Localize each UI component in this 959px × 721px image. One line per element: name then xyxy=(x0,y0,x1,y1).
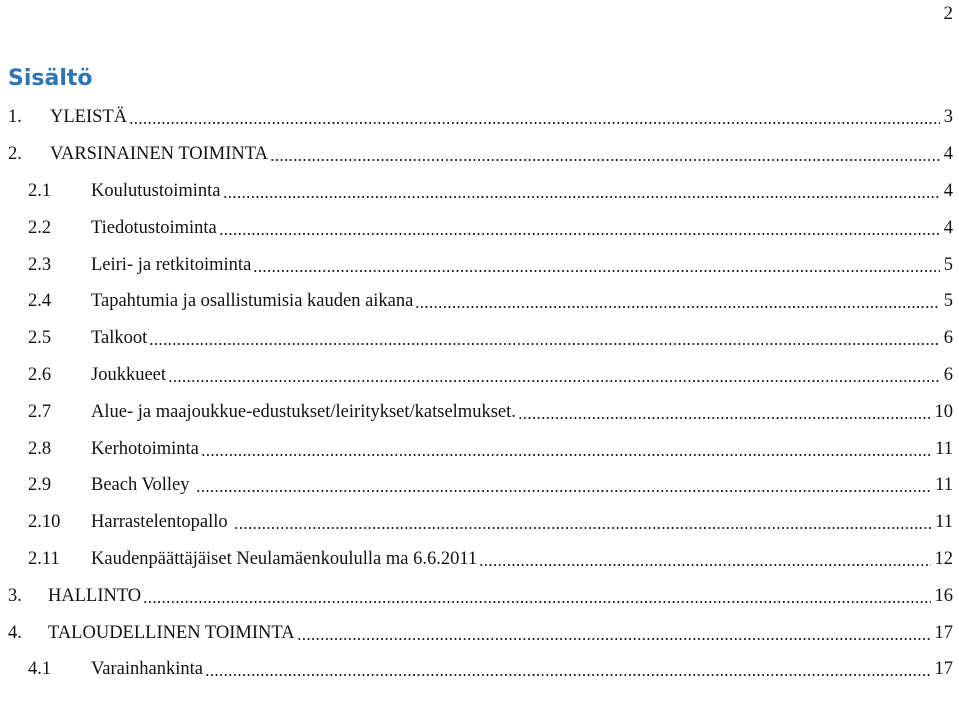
toc-entry-title: YLEISTÄ xyxy=(50,107,128,128)
toc-entry-number: 2.5 xyxy=(28,328,52,349)
toc-entry[interactable] xyxy=(0,136,959,173)
toc-entry[interactable] xyxy=(0,357,959,394)
dot-leader xyxy=(129,106,940,128)
toc-entry-number: 2.10 xyxy=(28,512,61,533)
toc-entry-title: Kerhotoiminta xyxy=(91,438,199,459)
toc-entry-title: Leiri- ja retkitoiminta xyxy=(91,254,252,275)
toc-entry[interactable] xyxy=(0,246,959,283)
toc-entry-title: Beach Volley xyxy=(91,475,195,496)
toc-entry-page: 11 xyxy=(935,438,953,459)
toc-entry-title: TALOUDELLINEN TOIMINTA xyxy=(48,622,295,643)
table-of-contents xyxy=(0,99,959,688)
toc-entry-title: Harrastelentopallo xyxy=(91,512,233,533)
toc-entry-page: 6 xyxy=(943,328,953,349)
toc-entry[interactable] xyxy=(0,430,959,467)
toc-entry-title: Tiedotustoiminta xyxy=(91,217,217,238)
toc-entry-number: 2.8 xyxy=(28,438,52,459)
toc-entry-page: 5 xyxy=(943,291,953,312)
dot-leader xyxy=(219,217,940,239)
dot-leader xyxy=(297,622,931,644)
toc-entry[interactable] xyxy=(0,504,959,541)
toc-entry-page: 17 xyxy=(934,659,953,680)
toc-entry-number: 2.1 xyxy=(28,180,52,201)
toc-entry-title: Alue- ja maajoukkue-edustukset/leiritykset/katselmukset. xyxy=(91,401,516,422)
toc-entry[interactable] xyxy=(0,467,959,504)
toc-entry[interactable] xyxy=(0,320,959,357)
toc-entry-number: 2.4 xyxy=(28,291,52,312)
dot-leader xyxy=(253,254,939,276)
toc-entry-title: Talkoot xyxy=(91,328,148,349)
toc-entry-page: 5 xyxy=(943,254,953,275)
toc-entry-number: 2.9 xyxy=(28,475,52,496)
toc-entry-number: 3. xyxy=(8,585,22,606)
toc-entry-number: 4. xyxy=(8,622,22,643)
toc-entry-number: 2.11 xyxy=(28,548,60,569)
toc-entry[interactable] xyxy=(0,577,959,614)
toc-entry[interactable] xyxy=(0,651,959,688)
toc-entry-number: 2. xyxy=(8,144,22,165)
toc-entry[interactable] xyxy=(0,614,959,651)
toc-entry-page: 4 xyxy=(943,180,953,201)
toc-entry-title: Varainhankinta xyxy=(91,659,203,680)
dot-leader xyxy=(415,290,939,312)
toc-entry[interactable] xyxy=(0,173,959,210)
dot-leader xyxy=(270,143,940,165)
toc-entry-page: 4 xyxy=(943,144,953,165)
dot-leader xyxy=(201,438,931,460)
page-number: 2 xyxy=(943,3,953,24)
dot-leader xyxy=(223,180,940,202)
toc-heading: Sisältö xyxy=(8,66,93,91)
toc-entry-page: 3 xyxy=(943,107,953,128)
dot-leader xyxy=(479,548,930,570)
toc-entry-page: 11 xyxy=(935,512,953,533)
toc-entry-number: 1. xyxy=(8,107,22,128)
toc-entry[interactable] xyxy=(0,541,959,578)
toc-entry-title: VARSINAINEN TOIMINTA xyxy=(50,144,268,165)
toc-entry-number: 4.1 xyxy=(28,659,52,680)
dot-leader xyxy=(149,327,940,349)
dot-leader xyxy=(196,474,931,496)
toc-entry[interactable] xyxy=(0,393,959,430)
toc-entry-title: Kaudenpäättäjäiset Neulamäenkoululla ma 6.6.2011 xyxy=(91,548,478,569)
toc-entry-page: 16 xyxy=(934,585,953,606)
toc-entry[interactable] xyxy=(0,283,959,320)
dot-leader xyxy=(168,364,940,386)
toc-entry-title: Joukkueet xyxy=(91,364,167,385)
toc-entry-title: Tapahtumia ja osallistumisia kauden aikana xyxy=(91,291,414,312)
toc-entry-number: 2.3 xyxy=(28,254,52,275)
dot-leader xyxy=(205,658,931,680)
toc-entry-page: 6 xyxy=(943,364,953,385)
toc-entry-page: 4 xyxy=(943,217,953,238)
toc-entry-number: 2.2 xyxy=(28,217,52,238)
toc-entry-number: 2.7 xyxy=(28,401,52,422)
toc-entry-title: HALLINTO xyxy=(48,585,142,606)
dot-leader xyxy=(234,511,931,533)
toc-entry-page: 12 xyxy=(934,548,953,569)
dot-leader xyxy=(518,401,931,423)
dot-leader xyxy=(143,585,930,607)
toc-entry-title: Koulutustoiminta xyxy=(91,180,221,201)
toc-entry-page: 11 xyxy=(935,475,953,496)
toc-entry-number: 2.6 xyxy=(28,364,52,385)
toc-entry[interactable] xyxy=(0,209,959,246)
toc-entry[interactable] xyxy=(0,99,959,136)
toc-entry-page: 10 xyxy=(934,401,953,422)
toc-entry-page: 17 xyxy=(934,622,953,643)
